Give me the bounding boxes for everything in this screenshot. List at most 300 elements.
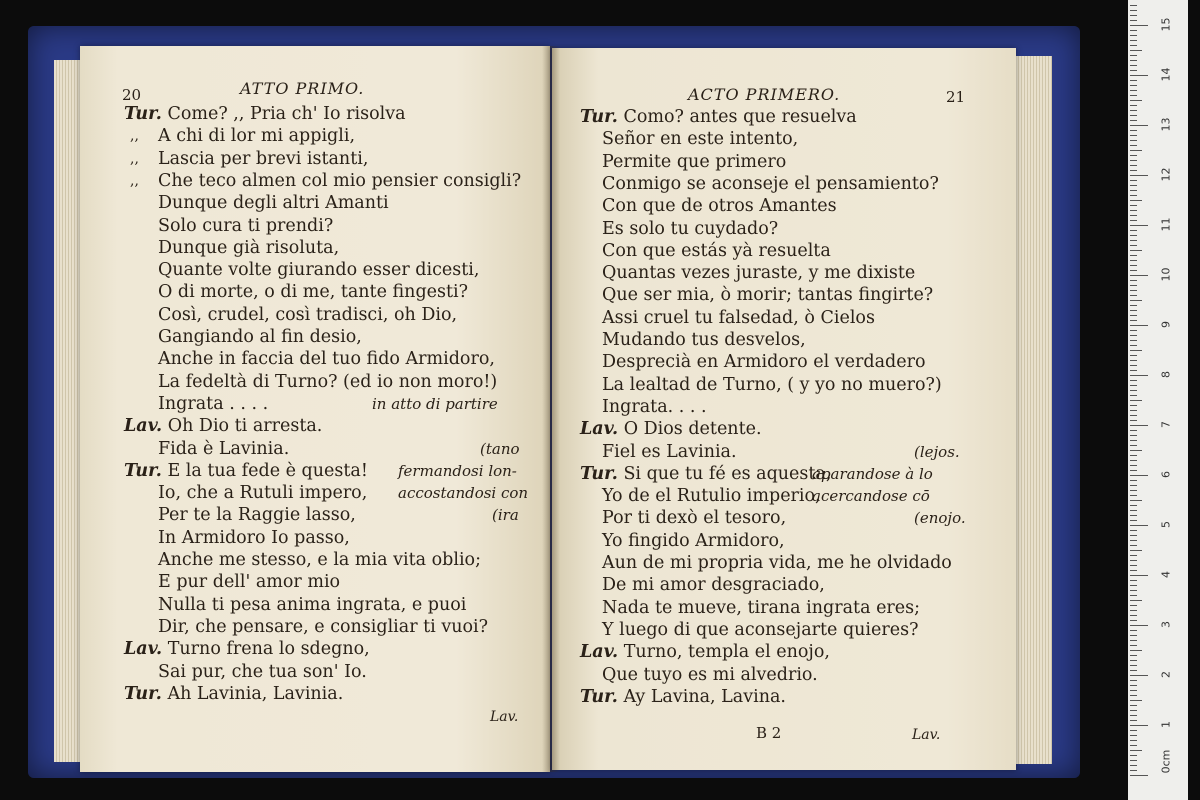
verse-line: [602, 441, 737, 463]
ruler-tick: [1130, 450, 1142, 451]
verse-text: Turno, templa el enojo,: [623, 642, 830, 663]
verse-line: [580, 418, 762, 440]
right-page-edges: [1016, 56, 1052, 764]
verse-text: Fiel es Lavinia.: [602, 441, 737, 462]
ruler-tick: [1130, 435, 1137, 436]
speaker-label: Tur.: [580, 463, 618, 484]
ruler-tick: [1130, 745, 1137, 746]
ruler-tick: [1130, 590, 1137, 591]
ruler-tick: [1130, 200, 1142, 201]
ruler-tick: [1130, 750, 1142, 751]
ruler-tick: [1130, 500, 1142, 501]
verse-line: [158, 259, 479, 281]
ruler-tick: [1130, 760, 1137, 761]
ruler-label: 9: [1159, 321, 1173, 328]
speaker-label: Tur.: [124, 460, 162, 481]
ruler-tick: [1130, 580, 1137, 581]
ruler-tick: [1130, 65, 1137, 66]
stage-direction: (tano: [480, 439, 520, 458]
ruler-tick: [1130, 550, 1142, 551]
ruler-tick: [1130, 630, 1137, 631]
verse-line: [580, 463, 831, 485]
verse-line: [124, 460, 368, 482]
ruler-tick: [1130, 695, 1137, 696]
ruler-tick: [1130, 700, 1142, 701]
ruler-tick: [1130, 145, 1137, 146]
ruler-tick: [1130, 115, 1137, 116]
stage-direction: (ira: [492, 506, 519, 525]
speaker-label: Lav.: [124, 416, 163, 437]
ruler-tick: [1130, 380, 1137, 381]
verse-line: [602, 396, 707, 418]
speaker-label: Tur.: [124, 104, 162, 124]
ruler-tick: [1130, 485, 1137, 486]
ruler-tick: [1130, 640, 1137, 641]
ruler-tick: [1130, 370, 1137, 371]
ruler-tick: [1130, 620, 1137, 621]
verse-text: Que ser mia, ò morir; tantas fingirte?: [602, 285, 934, 306]
ruler-tick: [1130, 405, 1137, 406]
ruler-tick: [1130, 305, 1137, 306]
verse-line: [602, 507, 786, 529]
verse-text: Turno frena lo sdegno,: [167, 639, 370, 660]
ruler-tick: [1130, 230, 1137, 231]
ruler-label: 2: [1159, 671, 1173, 678]
verse-text: Permite que primero: [602, 151, 787, 172]
ruler-tick: [1130, 720, 1137, 721]
verse-text: La fedeltà di Turno? (ed io non moro!): [158, 371, 498, 392]
ruler-tick: [1130, 520, 1137, 521]
ruler-tick: [1130, 240, 1137, 241]
ruler-tick: [1130, 45, 1137, 46]
verse-line: [602, 329, 806, 351]
ruler-tick: [1130, 140, 1137, 141]
verse-text: Por ti dexò el tesoro,: [602, 508, 787, 529]
verse-text: Gangiando al fin desio,: [158, 327, 362, 347]
ruler-tick: [1130, 360, 1137, 361]
speaker-label: Tur.: [580, 686, 618, 707]
ruler-tick: [1130, 270, 1137, 271]
ruler-label: 4: [1159, 571, 1173, 578]
ruler-tick: [1130, 625, 1148, 626]
verse-line: [158, 549, 481, 571]
ruler-tick: [1130, 225, 1148, 226]
verse-text: Io, che a Rutuli impero,: [158, 483, 368, 504]
ruler-tick: [1130, 445, 1137, 446]
ruler-tick: [1130, 95, 1137, 96]
verse-text: Que tuyo es mi alvedrio.: [602, 664, 818, 685]
ruler-tick: [1130, 635, 1137, 636]
ruler-tick: [1130, 80, 1137, 81]
verse-text: Si que tu fé es aquesta,: [623, 463, 832, 484]
ruler-tick: [1130, 505, 1137, 506]
ruler-tick: [1130, 365, 1137, 366]
signature-mark: B 2: [756, 724, 782, 742]
ruler-tick: [1130, 460, 1137, 461]
ruler-tick: [1130, 645, 1137, 646]
verse-text: In Armidoro Io passo,: [158, 527, 350, 548]
ruler-tick: [1130, 710, 1137, 711]
verse-text: Desprecià en Armidoro el verdadero: [602, 352, 926, 373]
left-catchword: Lav.: [490, 709, 519, 725]
ruler-tick: [1130, 585, 1137, 586]
ruler-tick: [1130, 650, 1142, 651]
verse-text: Come? ,, Pria ch' Io risolva: [167, 104, 406, 124]
verse-line: [158, 482, 367, 504]
ruler-tick: [1130, 265, 1137, 266]
stage-direction: (enojo.: [914, 509, 966, 528]
ruler-tick: [1130, 215, 1137, 216]
stage-direction: in atto di partire: [372, 394, 498, 413]
verse-line: [580, 686, 786, 708]
verse-text: Yo fingido Armidoro,: [602, 530, 785, 551]
verse-line: [602, 530, 785, 552]
ruler-label: 1: [1159, 721, 1173, 728]
verse-text: Ingrata . . . .: [158, 393, 269, 414]
verse-line: [602, 151, 786, 173]
quote-marker: ,,: [130, 150, 139, 167]
stage-direction: fermandosi lon-: [398, 461, 517, 480]
ruler-tick: [1130, 295, 1137, 296]
verse-text: Ah Lavinia, Lavinia.: [167, 683, 344, 704]
ruler-tick: [1130, 510, 1137, 511]
verse-line: [580, 641, 830, 663]
verse-line: [158, 304, 457, 326]
ruler-tick: [1130, 30, 1137, 31]
ruler-tick: [1130, 415, 1137, 416]
verse-line: [602, 574, 825, 596]
ruler-tick: [1130, 430, 1137, 431]
verse-line: [158, 438, 289, 460]
quote-marker: ,,: [130, 128, 139, 145]
ruler-tick: [1130, 725, 1148, 726]
verse-line: [602, 218, 778, 240]
ruler-tick: [1130, 715, 1137, 716]
ruler-tick: [1130, 165, 1137, 166]
ruler-tick: [1130, 475, 1148, 476]
ruler-tick: [1130, 490, 1137, 491]
verse-line: [158, 371, 497, 393]
verse-line: [602, 552, 952, 574]
ruler-tick: [1130, 560, 1137, 561]
verse-line: [602, 173, 939, 195]
ruler-tick: [1130, 25, 1148, 26]
ruler-tick: [1130, 575, 1148, 576]
ruler-tick: [1130, 610, 1137, 611]
verse-text: Con que estás yà resuelta: [602, 240, 831, 261]
ruler-label: 3: [1159, 621, 1173, 628]
verse-line: [602, 664, 818, 686]
verse-text: O di morte, o di me, tante fingesti?: [158, 282, 469, 303]
verse-line: [602, 485, 821, 507]
ruler-tick: [1130, 100, 1142, 101]
ruler-tick: [1130, 275, 1148, 276]
ruler-tick: [1130, 425, 1148, 426]
ruler-tick: [1130, 250, 1142, 251]
verse-line: [602, 262, 915, 284]
speaker-label: Lav.: [124, 639, 163, 660]
verse-line: [158, 237, 339, 259]
ruler-tick: [1130, 390, 1137, 391]
verse-text: La lealtad de Turno, ( y yo no muero?): [602, 374, 942, 395]
ruler-tick: [1130, 55, 1137, 56]
verse-text: Señor en este intento,: [602, 129, 799, 150]
verse-text: De mi amor desgraciado,: [602, 575, 825, 596]
verse-text: Solo cura ti prendi?: [158, 215, 334, 236]
ruler-tick: [1130, 345, 1137, 346]
ruler-tick: [1130, 190, 1137, 191]
ruler-tick: [1130, 395, 1137, 396]
ruler-tick: [1130, 340, 1137, 341]
verse-line: [602, 195, 837, 217]
verse-text: Anche me stesso, e la mia vita oblio;: [158, 550, 481, 570]
verse-text: Conmigo se aconseje el pensamiento?: [602, 173, 939, 194]
right-catchword: Lav.: [912, 727, 941, 743]
ruler-tick: [1130, 75, 1148, 76]
ruler-tick: [1130, 60, 1137, 61]
ruler-tick: [1130, 665, 1137, 666]
ruler-tick: [1130, 15, 1137, 16]
ruler-tick: [1130, 600, 1142, 601]
verse-line: [158, 594, 466, 616]
ruler-tick: [1130, 20, 1137, 21]
ruler-tick: [1130, 350, 1142, 351]
verse-text: Ingrata. . . .: [602, 396, 707, 417]
verse-line: [580, 106, 857, 128]
ruler-tick: [1130, 195, 1137, 196]
speaker-label: Lav.: [580, 419, 619, 440]
verse-line: [158, 148, 368, 170]
ruler-tick: [1130, 125, 1148, 126]
right-page-number: 21: [946, 88, 966, 106]
ruler-tick: [1130, 555, 1137, 556]
verse-line: [124, 638, 370, 660]
ruler-tick: [1130, 735, 1137, 736]
verse-text: Nulla ti pesa anima ingrata, e puoi: [158, 594, 467, 615]
verse-line: [158, 326, 362, 348]
ruler-tick: [1130, 530, 1137, 531]
ruler-tick: [1130, 135, 1137, 136]
ruler-tick: [1130, 690, 1137, 691]
quote-marker: ,,: [130, 172, 139, 189]
ruler-tick: [1130, 110, 1137, 111]
verse-line: [602, 284, 933, 306]
ruler-tick: [1130, 660, 1137, 661]
verse-line: [158, 393, 268, 415]
ruler-label: 8: [1159, 371, 1173, 378]
ruler-tick: [1130, 565, 1137, 566]
ruler-label: 12: [1159, 167, 1173, 182]
ruler-label: 5: [1159, 521, 1173, 528]
ruler-tick: [1130, 455, 1137, 456]
ruler-label: 11: [1159, 217, 1173, 232]
verse-text: Fida è Lavinia.: [158, 438, 290, 459]
ruler-tick: [1130, 185, 1137, 186]
ruler-tick: [1130, 480, 1137, 481]
ruler-tick: [1130, 130, 1137, 131]
verse-line: [602, 597, 920, 619]
ruler-tick: [1130, 570, 1137, 571]
ruler-tick: [1130, 70, 1137, 71]
ruler-tick: [1130, 105, 1137, 106]
verse-text: Dunque già risoluta,: [158, 237, 340, 258]
ruler-tick: [1130, 120, 1137, 121]
ruler-tick: [1130, 210, 1137, 211]
ruler-tick: [1130, 290, 1137, 291]
verse-text: Yo de el Rutulio imperio,: [602, 486, 821, 507]
verse-line: [602, 128, 798, 150]
speaker-label: Tur.: [124, 683, 162, 704]
ruler-tick: [1130, 730, 1137, 731]
ruler-tick: [1130, 10, 1137, 11]
ruler-tick: [1130, 465, 1137, 466]
ruler-tick: [1130, 315, 1137, 316]
verse-text: E la tua fede è questa!: [167, 460, 368, 481]
ruler-tick: [1130, 205, 1137, 206]
ruler-tick: [1130, 670, 1137, 671]
ruler-tick: [1130, 5, 1137, 6]
verse-text: Quante volte giurando esser dicesti,: [158, 260, 480, 281]
ruler-tick: [1130, 400, 1142, 401]
ruler-tick: [1130, 375, 1148, 376]
ruler-tick: [1130, 685, 1137, 686]
ruler-label: 13: [1159, 117, 1173, 132]
ruler-label: 0cm: [1159, 749, 1173, 774]
ruler-tick: [1130, 535, 1137, 536]
ruler-tick: [1130, 675, 1148, 676]
verse-line: [158, 527, 350, 549]
ruler-tick: [1130, 740, 1137, 741]
ruler-tick: [1130, 770, 1137, 771]
verse-line: [602, 240, 831, 262]
ruler-tick: [1130, 540, 1137, 541]
verse-text: Es solo tu cuydado?: [602, 218, 779, 239]
verse-line: [158, 192, 389, 214]
ruler-tick: [1130, 545, 1137, 546]
verse-text: Y luego di que aconsejarte quieres?: [602, 619, 919, 640]
ruler-tick: [1130, 410, 1137, 411]
ruler-tick: [1130, 220, 1137, 221]
ruler-tick: [1130, 235, 1137, 236]
ruler-label: 10: [1159, 267, 1173, 282]
verse-line: [602, 374, 942, 396]
verse-text: Dunque degli altri Amanti: [158, 193, 389, 214]
left-page-number: 20: [122, 86, 142, 104]
ruler-tick: [1130, 85, 1137, 86]
verse-text: Così, crudel, così tradisci, oh Dio,: [158, 304, 458, 325]
verse-line: [158, 215, 333, 237]
verse-line: [158, 661, 367, 683]
ruler-label: 6: [1159, 471, 1173, 478]
verse-line: [124, 683, 343, 705]
ruler-tick: [1130, 330, 1137, 331]
ruler-tick: [1130, 180, 1137, 181]
ruler-tick: [1130, 680, 1137, 681]
ruler-tick: [1130, 260, 1137, 261]
ruler-label: 7: [1159, 421, 1173, 428]
verse-line: [124, 415, 322, 437]
ruler-tick: [1130, 515, 1137, 516]
verse-line: [158, 616, 488, 638]
ruler-tick: [1130, 655, 1137, 656]
verse-text: A chi di lor mi appigli,: [158, 126, 356, 147]
speaker-label: Lav.: [580, 642, 619, 663]
ruler-tick: [1130, 775, 1148, 776]
verse-text: Assi cruel tu falsedad, ò Cielos: [602, 307, 875, 328]
ruler-tick: [1130, 310, 1137, 311]
speaker-label: Tur.: [580, 107, 618, 127]
verse-line: [158, 281, 468, 303]
ruler-tick: [1130, 355, 1137, 356]
verse-line: [158, 348, 495, 370]
verse-line: [158, 504, 356, 526]
ruler-tick: [1130, 595, 1137, 596]
ruler-tick: [1130, 705, 1137, 706]
verse-text: Lascia per brevi istanti,: [158, 148, 369, 169]
stage-direction: accostandosi con: [398, 484, 529, 503]
ruler-tick: [1130, 325, 1148, 326]
ruler-tick: [1130, 605, 1137, 606]
ruler-label: 14: [1159, 67, 1173, 82]
verse-text: Aun de mi propria vida, me he olvidado: [602, 553, 952, 573]
verse-line: [602, 619, 918, 641]
ruler-tick: [1130, 280, 1137, 281]
verse-line: [158, 170, 521, 192]
right-page-header: ACTO PRIMERO.: [688, 85, 841, 104]
ruler-tick: [1130, 765, 1137, 766]
ruler-tick: [1130, 440, 1137, 441]
verse-text: Mudando tus desvelos,: [602, 330, 806, 350]
ruler-tick: [1130, 525, 1148, 526]
left-page-header: ATTO PRIMO.: [240, 79, 365, 98]
verse-text: Sai pur, che tua son' Io.: [158, 661, 367, 682]
measuring-ruler: [1128, 0, 1188, 800]
verse-line: [124, 103, 406, 125]
ruler-tick: [1130, 335, 1137, 336]
ruler-tick: [1130, 495, 1137, 496]
verse-text: Che teco almen col mio pensier consigli?: [158, 170, 522, 191]
verse-text: Per te la Raggie lasso,: [158, 505, 356, 526]
verse-text: Con que de otros Amantes: [602, 196, 837, 217]
ruler-tick: [1130, 50, 1142, 51]
verse-text: Ay Lavina, Lavina.: [623, 686, 786, 707]
book-gutter: [542, 46, 560, 772]
ruler-tick: [1130, 170, 1137, 171]
ruler-tick: [1130, 755, 1137, 756]
ruler-tick: [1130, 175, 1148, 176]
ruler-tick: [1130, 245, 1137, 246]
ruler-tick: [1130, 90, 1137, 91]
left-page-edges: [54, 60, 82, 762]
ruler-tick: [1130, 615, 1137, 616]
ruler-label: 15: [1159, 17, 1173, 32]
verse-text: E pur dell' amor mio: [158, 572, 341, 593]
stage-direction: acercandose cō: [812, 487, 930, 506]
verse-text: O Dios detente.: [623, 419, 762, 440]
verse-text: Anche in faccia del tuo fido Armidoro,: [158, 349, 495, 370]
ruler-tick: [1130, 35, 1137, 36]
verse-line: [602, 351, 926, 373]
ruler-tick: [1130, 150, 1142, 151]
ruler-tick: [1130, 320, 1137, 321]
ruler-tick: [1130, 300, 1142, 301]
ruler-tick: [1130, 255, 1137, 256]
ruler-tick: [1130, 155, 1137, 156]
verse-line: [602, 307, 875, 329]
ruler-tick: [1130, 470, 1137, 471]
verse-text: Quantas vezes juraste, y me dixiste: [602, 263, 916, 284]
ruler-tick: [1130, 385, 1137, 386]
